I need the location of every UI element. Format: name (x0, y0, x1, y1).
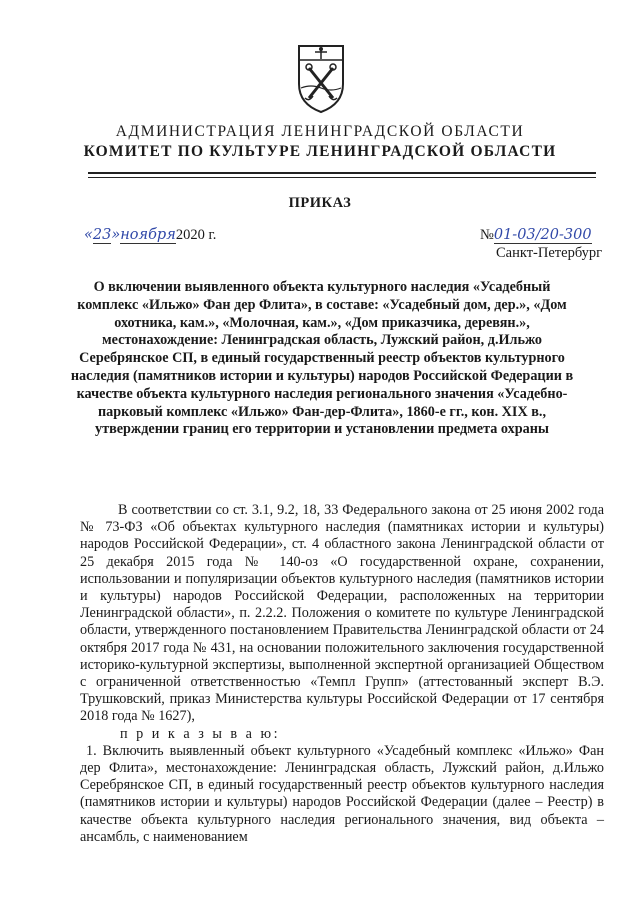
number-value: 01-03/20-300 (493, 227, 592, 243)
number-prefix: № (480, 227, 494, 243)
coat-of-arms-icon (291, 40, 351, 116)
order-body (80, 502, 604, 846)
date-quote-open: « (84, 227, 93, 243)
order-item-1: 1. Включить выявленный объект культурного «Усадебный комплекс «Ильжо» Фан дер Флита», местонахождение: Ленинградская область, Лужский район, д.Ильжо Серебрянское СП, в единый государственный реестр объектов культурного наследия (памятников истории и культуры) народов Российской Федерации (далее – Реестр) в качестве объекта культурного наследия регионального значения, вид объекта – ансамбль, с наименованием (80, 742, 604, 845)
date-month: ноября (120, 227, 176, 243)
agency-name: АДМИНИСТРАЦИЯ ЛЕНИНГРАДСКОЙ ОБЛАСТИ (115, 123, 525, 140)
order-number (480, 227, 592, 244)
committee-name: КОМИТЕТ ПО КУЛЬТУРЕ ЛЕНИНГРАДСКОЙ ОБЛАСТИ (83, 143, 557, 160)
preamble-paragraph: В соответствии со ст. 3.1, 9.2, 18, 33 Федерального закона от 25 июня 2002 года № 73-ФЗ «Об объектах культурного наследия (памятниках истории и культуры) народов Российской Федерации», ст. 4 областного закона Ленинградской области от 25 декабря 2015 года № 140-оз «О государственной охране, сохранении, использовании и популяризации объектов культурного наследия (памятников истории и культуры) народов Российской Федерации, расположенных на территории Ленинградской области», п. 2.2.2. Положения о комитете по культуре Ленинградской области, утвержденного постановлением Правительства Ленинградской области от 24 октября 2017 года № 431, на основании положительного заключения государственной историко-культурной экспертизы, выполненной экспертной организацией Обществом с ограниченной ответственностью «Темпл Групп» (аттестованный эксперт В.Э. Трушковский, приказ Министерства культуры Российской Федерации от 17 сентября 2018 года № 1627), (80, 502, 604, 725)
city: Санкт-Петербург (496, 245, 603, 261)
date-quote-close: » (111, 227, 121, 243)
order-word: п р и к а з ы в а ю: (120, 725, 281, 742)
header-divider (88, 172, 596, 174)
header-divider-thin (88, 177, 596, 178)
document-type: ПРИКАЗ (288, 195, 352, 211)
order-title: О включении выявленного объекта культурного наследия «Усадебный комплекс «Ильжо» Фан дер Флита», в составе: «Усадебный дом, дер.», «Дом охотника, кам.», «Молочная, кам.», «Дом приказчика, деревян.», местонахождение: Ленинградская область, Лужский район, д.Ильжо Серебрянское СП, в единый государственный реестр объектов культурного наследия (памятников истории и культуры) народов Российской Федерации в качестве объекта культурного наследия регионального значения «Усадебно-парковый комплекс «Ильжо» Фан-дер-Флита», 1860-е гг., кон. XIX в., утверждении границ его территории и установлении предмета охраны (70, 279, 574, 438)
date-day: 23 (92, 227, 112, 243)
date-year: 2020 г. (175, 227, 217, 243)
order-date (84, 227, 216, 244)
